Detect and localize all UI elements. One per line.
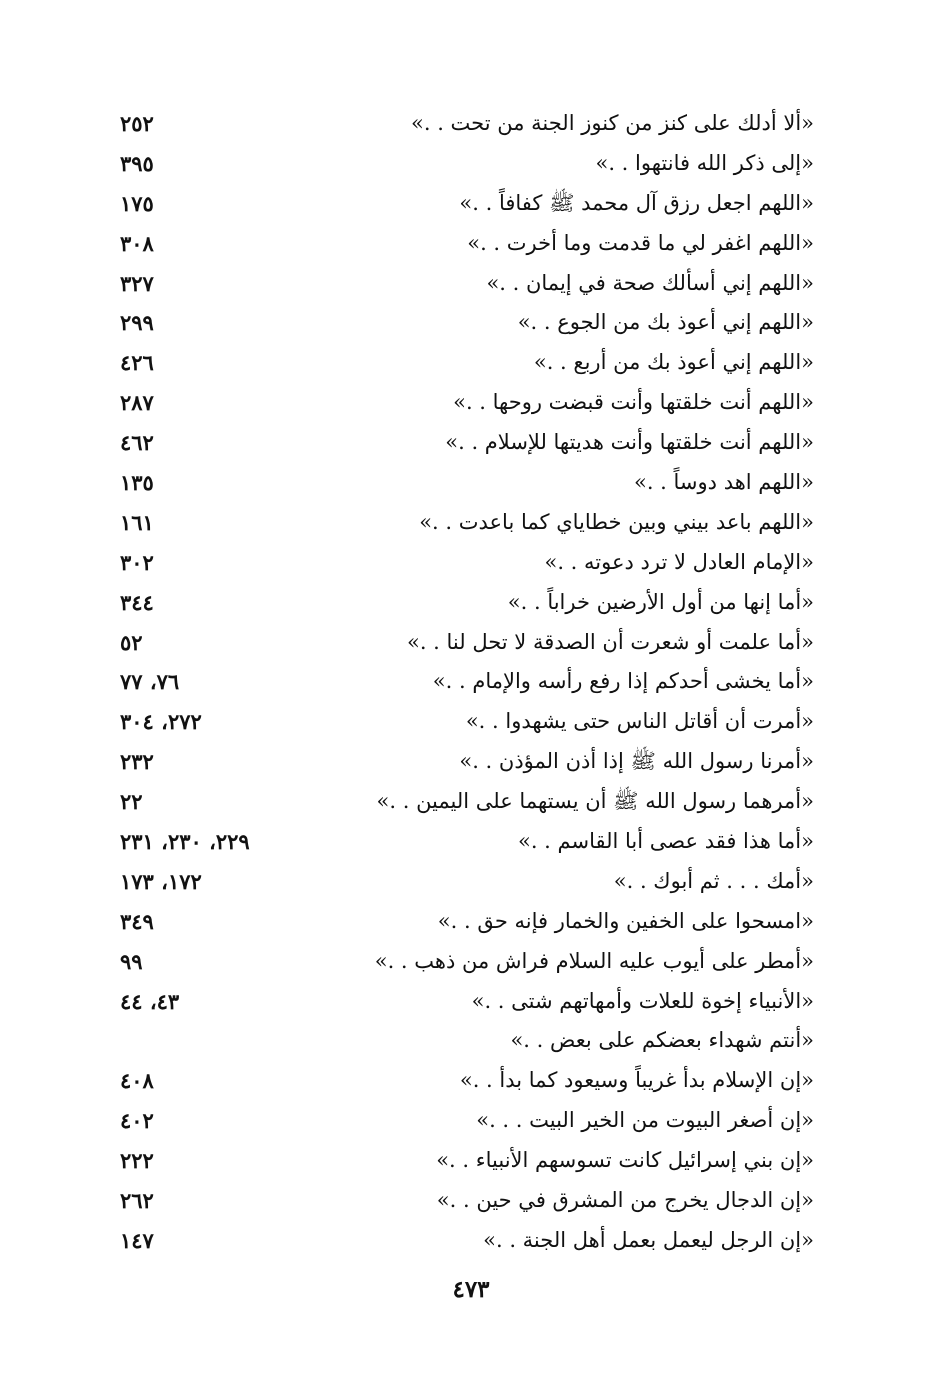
page-references: ١٧٥ xyxy=(120,190,154,216)
index-entry xyxy=(0,782,942,822)
hadith-text: «اللهم باعد بيني وبين خطاياي كما باعدت . .» xyxy=(419,509,814,534)
page-references: ٥٢ xyxy=(120,629,143,655)
page-references: ٣٩٥ xyxy=(120,150,154,176)
index-entry xyxy=(0,423,942,463)
index-entry xyxy=(0,702,942,742)
index-entry xyxy=(0,1221,942,1261)
index-entry xyxy=(0,383,942,423)
index-entry xyxy=(0,503,942,543)
page-references: ٢٢٢ xyxy=(120,1148,154,1174)
hadith-text: «إن الإسلام بدأ غريباً وسيعود كما بدأ . .» xyxy=(459,1068,814,1093)
page-references: ٤٠٨ xyxy=(120,1068,154,1094)
page-references: ٢٨٧ xyxy=(120,390,154,416)
hadith-text: «إلى ذكر الله فانتهوا . .» xyxy=(595,150,814,175)
hadith-index-list xyxy=(0,104,942,1261)
hadith-text: «أما علمت أو شعرت أن الصدقة لا تحل لنا . .» xyxy=(406,629,814,654)
index-entry xyxy=(0,1181,942,1221)
hadith-text: «اللهم أنت خلقتها وأنت هديتها للإسلام . .» xyxy=(445,430,814,455)
hadith-text: «أما يخشى أحدكم إذا رفع رأسه والإمام . .» xyxy=(432,669,814,694)
page-references: ٤٠٢ xyxy=(120,1108,154,1134)
index-entry xyxy=(0,543,942,583)
page-references: ٩٩ xyxy=(120,948,143,974)
hadith-text: «إن الرجل ليعمل بعمل أهل الجنة . .» xyxy=(483,1227,814,1252)
hadith-text: «اللهم إني أعوذ بك من أربع . .» xyxy=(533,350,814,375)
page-references: ٤٦٢ xyxy=(120,430,154,456)
hadith-text: «أمرهما رسول الله ﷺ أن يستهما على اليمين . .» xyxy=(376,789,814,814)
index-entry xyxy=(0,862,942,902)
index-entry xyxy=(0,1101,942,1141)
hadith-text: «امسحوا على الخفين والخمار فإنه حق . .» xyxy=(437,908,814,933)
hadith-text: «أمك . . . ثم أبوك . .» xyxy=(613,868,814,893)
index-entry xyxy=(0,623,942,663)
page-references: ٣٠٨ xyxy=(120,230,154,256)
index-entry xyxy=(0,264,942,304)
page-references xyxy=(120,1021,306,1061)
page-references: ٢٧٢، ٣٠٤ xyxy=(120,709,202,735)
hadith-text: «إن بني إسرائيل كانت تسوسهم الأنبياء . .» xyxy=(436,1148,814,1173)
index-entry xyxy=(0,1021,942,1061)
page-references: ٤٣، ٤٤ xyxy=(120,988,180,1014)
index-entry xyxy=(0,1061,942,1101)
index-entry xyxy=(0,1141,942,1181)
hadith-text: «أما هذا فقد عصى أبا القاسم . .» xyxy=(517,829,814,854)
page-references: ١٣٥ xyxy=(120,470,154,496)
page-references: ٣٤٤ xyxy=(120,589,154,615)
page-references: ٢٩٩ xyxy=(120,310,154,336)
index-entry xyxy=(0,144,942,184)
index-entry xyxy=(0,184,942,224)
page-references: ٢٢ xyxy=(120,789,143,815)
hadith-text: «إن أصغر البيوت من الخير البيت . . .» xyxy=(476,1108,814,1133)
hadith-text: «الأنبياء إخوة للعلات وأمهاتهم شتى . .» xyxy=(471,988,814,1013)
index-entry xyxy=(0,104,942,144)
index-entry xyxy=(0,583,942,623)
hadith-text: «اللهم اغفر لي ما قدمت وما أخرت . .» xyxy=(467,230,814,255)
hadith-text: «أنتم شهداء بعضكم على بعض . .» xyxy=(510,1028,814,1053)
hadith-text: «أما إنها من أول الأرضين خراباً . .» xyxy=(507,589,814,614)
hadith-text: «اللهم إني أعوذ بك من الجوع . .» xyxy=(517,310,814,335)
hadith-text: «إن الدجال يخرج من المشرق في حين . .» xyxy=(436,1188,814,1213)
page-number: ٤٧٣ xyxy=(452,1276,490,1303)
page-references: ٢٣٢ xyxy=(120,749,154,775)
hadith-text: «أمطر على أيوب عليه السلام فراش من ذهب . .» xyxy=(374,948,814,973)
page-references: ٧٦، ٧٧ xyxy=(120,669,180,695)
hadith-text: «أمرنا رسول الله ﷺ إذا أذن المؤذن . .» xyxy=(459,749,814,774)
hadith-text: «ألا أدلك على كنز من كنوز الجنة من تحت . .» xyxy=(411,111,814,135)
index-entry xyxy=(0,902,942,942)
hadith-text: «الإمام العادل لا ترد دعوته . .» xyxy=(544,549,814,574)
page-references: ٣٠٢ xyxy=(120,549,154,575)
page-references: ٣٢٧ xyxy=(120,270,154,296)
page-references: ١٤٧ xyxy=(120,1227,154,1253)
index-entry xyxy=(0,463,942,503)
page-references: ١٧٢، ١٧٣ xyxy=(120,868,202,894)
page-references: ٢٢٩، ٢٣٠، ٢٣١ xyxy=(120,829,250,855)
page-references: ٤٢٦ xyxy=(120,350,154,376)
index-entry xyxy=(0,343,942,383)
page-references: ٢٦٢ xyxy=(120,1188,154,1214)
hadith-text: «أمرت أن أقاتل الناس حتى يشهدوا . .» xyxy=(465,709,814,734)
index-entry xyxy=(0,303,942,343)
index-entry xyxy=(0,982,942,1022)
index-entry xyxy=(0,224,942,264)
hadith-text: «اللهم اهد دوساً . .» xyxy=(633,470,814,495)
index-entry xyxy=(0,742,942,782)
index-entry xyxy=(0,822,942,862)
index-entry xyxy=(0,942,942,982)
page-references: ١٦١ xyxy=(120,509,154,535)
page-references: ٣٤٩ xyxy=(120,908,154,934)
hadith-text: «اللهم اجعل رزق آل محمد ﷺ كفافاً . .» xyxy=(459,190,814,215)
page-references: ٢٥٢ xyxy=(120,111,154,136)
hadith-text: «اللهم أنت خلقتها وأنت قبضت روحها . .» xyxy=(453,390,814,415)
index-entry xyxy=(0,662,942,702)
hadith-text: «اللهم إني أسألك صحة في إيمان . .» xyxy=(486,270,814,295)
